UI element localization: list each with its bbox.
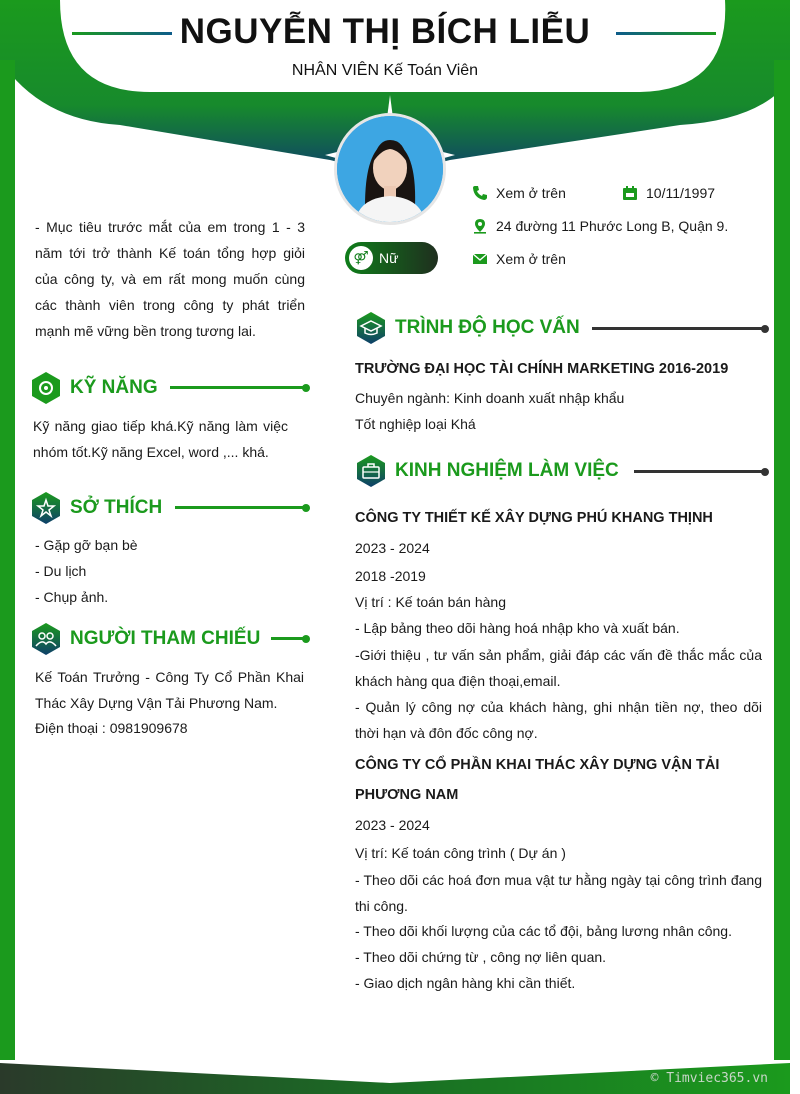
candidate-position: NHÂN VIÊN Kế Toán Viên xyxy=(291,62,479,79)
references-title: NGƯỜI THAM CHIẾU xyxy=(70,628,261,649)
job1-duty: -Giới thiệu , tư vấn sản phẩm, giải đáp các vấn đề thắc mắc của khách hàng qua điện thoại,email. xyxy=(355,647,762,689)
references-divider-dot xyxy=(302,635,310,643)
job2-period: 2023 - 2024 xyxy=(355,817,430,833)
phone-icon xyxy=(472,185,488,201)
experience-divider-dot xyxy=(761,468,769,476)
gear-icon xyxy=(30,371,62,405)
hobbies-divider xyxy=(175,506,304,509)
experience-divider xyxy=(634,470,764,473)
right-border xyxy=(774,60,790,1060)
phone-value: Xem ở trên xyxy=(496,185,566,201)
hobby-item: - Chụp ảnh. xyxy=(35,589,109,605)
job1-duty: - Lập bảng theo dõi hàng hoá nhập kho và xuất bán. xyxy=(355,620,680,636)
job1-duty: - Quản lý công nợ của khách hàng, ghi nhận tiền nợ, theo dõi thời hạn và đôn đốc công nợ. xyxy=(355,699,762,741)
avatar xyxy=(334,113,446,225)
job2-role: Vị trí: Kế toán công trình ( Dự án ) xyxy=(355,845,566,861)
location-icon xyxy=(472,218,488,234)
left-border xyxy=(0,60,15,1060)
email-value: Xem ở trên xyxy=(496,251,566,267)
education-heading xyxy=(355,311,580,345)
job1-role: Vị trí : Kế toán bán hàng xyxy=(355,594,506,610)
contact-phone xyxy=(472,185,566,201)
contact-email xyxy=(472,251,566,267)
education-grade: Tốt nghiệp loại Khá xyxy=(355,416,476,432)
education-title: TRÌNH ĐỘ HỌC VẤN xyxy=(395,317,580,338)
hobbies-title: SỞ THÍCH xyxy=(70,497,163,518)
skills-divider xyxy=(170,386,304,389)
hobbies-heading xyxy=(30,491,162,525)
skills-title: KỸ NĂNG xyxy=(70,377,158,398)
job2-duty: - Giao dịch ngân hàng khi cần thiết. xyxy=(355,975,576,991)
hobby-item: - Gặp gỡ bạn bè xyxy=(35,537,138,553)
address-value: 24 đường 11 Phước Long B, Quận 9. xyxy=(496,218,729,234)
job1-period-2: 2018 -2019 xyxy=(355,568,426,584)
hobby-item: - Du lịch xyxy=(35,563,87,579)
skills-divider-dot xyxy=(302,384,310,392)
copyright: © Timviec365.vn xyxy=(650,1071,768,1086)
job1-period: 2023 - 2024 xyxy=(355,540,430,556)
job2-duty: - Theo dõi chứng từ , công nợ liên quan. xyxy=(355,949,607,965)
job2-company: CÔNG TY CỔ PHẦN KHAI THÁC XÂY DỰNG VẬN TẢI xyxy=(355,757,720,773)
gender-badge xyxy=(345,242,438,274)
job2-duty: - Theo dõi các hoá đơn mua vật tư hằng ngày tại công trình đang thi công. xyxy=(355,872,762,914)
education-divider xyxy=(592,327,764,330)
briefcase-icon xyxy=(355,454,387,488)
calendar-icon xyxy=(622,185,638,201)
reference-text: Kế Toán Trưởng - Công Ty Cổ Phần Khai Thác Xây Dựng Vận Tải Phương Nam. xyxy=(35,669,304,711)
career-objective: - Mục tiêu trước mắt của em trong 1 - 3 năm tới trở thành Kế toán tổng hợp giỏi của công ty, và em rất mong muốn cùng các thành viên trong công ty phát triển mạnh mẽ vững bền trong tương lai. xyxy=(35,219,305,339)
job2-company-line2: PHƯƠNG NAM xyxy=(355,787,459,803)
skills-text: Kỹ năng giao tiếp khá.Kỹ năng làm việc nhóm tốt.Kỹ năng Excel, word ,... khá. xyxy=(33,418,288,460)
experience-heading xyxy=(355,454,619,488)
birthday-value: 10/11/1997 xyxy=(646,185,716,201)
hobbies-divider-dot xyxy=(302,504,310,512)
gender-value: Nữ xyxy=(379,250,399,266)
references-heading xyxy=(30,622,260,656)
contact-birthday xyxy=(622,185,715,201)
mail-icon xyxy=(472,251,488,267)
gender-icon: ⚤ xyxy=(349,246,373,270)
experience-title: KINH NGHIỆM LÀM VIỆC xyxy=(395,460,619,481)
contact-address xyxy=(472,218,728,234)
job1-company: CÔNG TY THIẾT KẾ XÂY DỰNG PHÚ KHANG THỊNH xyxy=(355,510,713,526)
people-icon xyxy=(30,622,62,656)
star-icon xyxy=(30,491,62,525)
references-divider xyxy=(271,637,304,640)
job2-duty: - Theo dõi khối lượng của các tổ đội, bảng lương nhân công. xyxy=(355,923,732,939)
education-divider-dot xyxy=(761,325,769,333)
education-school: TRƯỜNG ĐẠI HỌC TÀI CHÍNH MARKETING 2016-2019 xyxy=(355,361,729,377)
graduation-cap-icon xyxy=(355,311,387,345)
reference-phone: Điện thoại : 0981909678 xyxy=(35,720,188,736)
education-major: Chuyên ngành: Kinh doanh xuất nhập khẩu xyxy=(355,390,625,406)
candidate-name: NGUYỄN THỊ BÍCH LIỄU xyxy=(179,12,591,51)
skills-heading xyxy=(30,371,158,405)
